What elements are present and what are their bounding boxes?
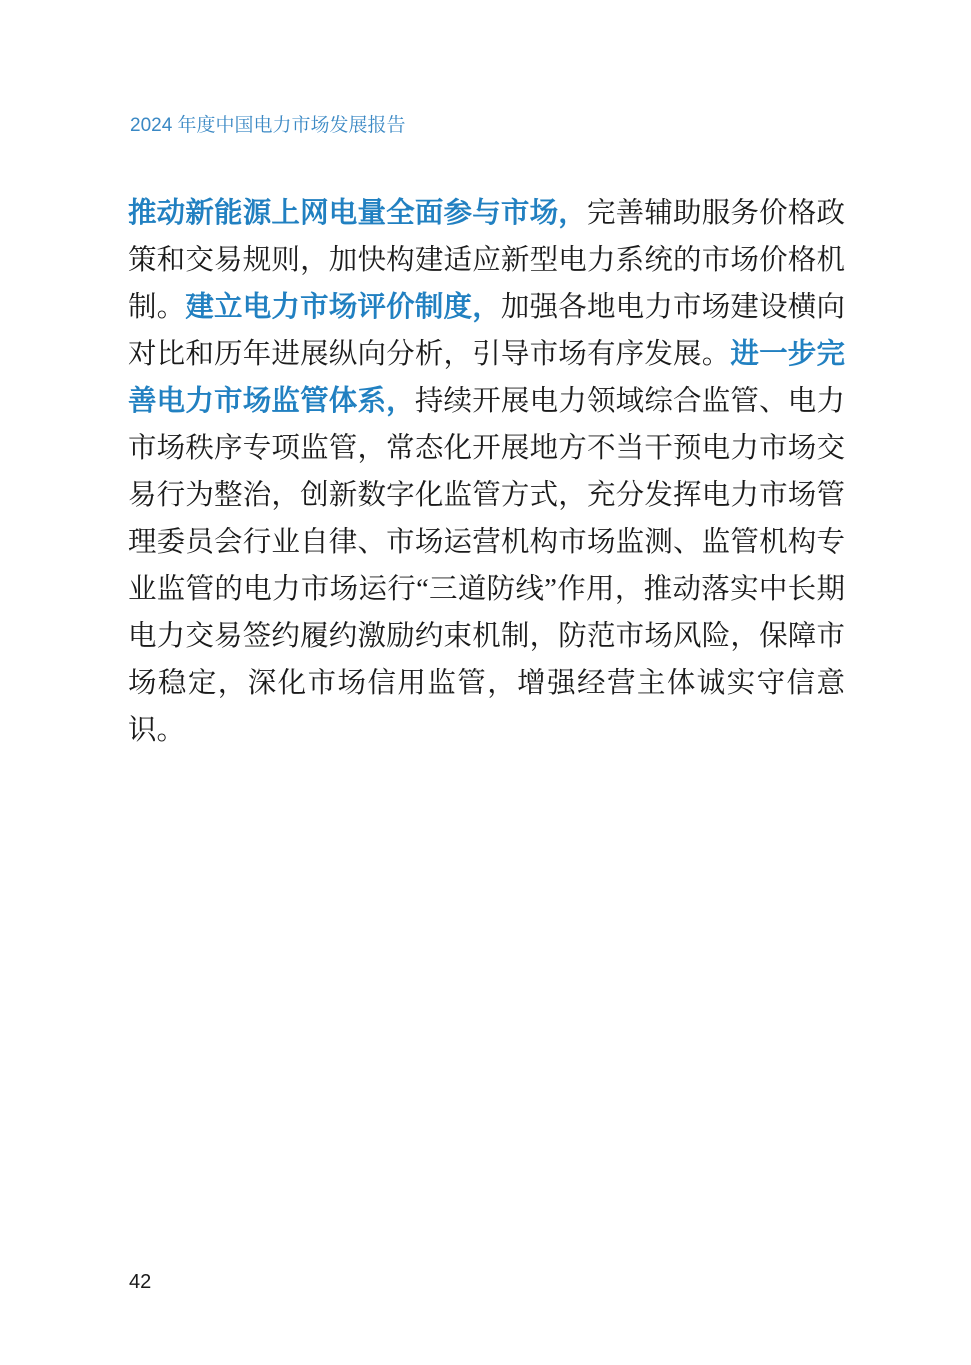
report-title-header: 2024 年度中国电力市场发展报告	[130, 115, 406, 136]
text-segment: 加强各地电力市场建设横向对比和历年进展纵向分析，引导市场有序发展。	[128, 292, 845, 370]
page-number: 42	[129, 1271, 152, 1293]
text-segment-emphasis: 建立电力市场评价制度，	[185, 291, 501, 323]
text-segment: 持续开展电力领域综合监管、电力市场秩序专项监管，常态化开展地方不当干预电力市场交易行为整治，创新数字化监管方式，充分发挥电力市场管理委员会行业自律、市场运营机构市场监测、监管机构专业监管的电力市场运行“三道防线”作用，推动落实中长期电力交易签约履约激励约束机制，防范市场风险，保障市场稳定，深化市场信用监管，增强经营主体诚实守信意识。	[128, 386, 845, 746]
body-paragraph	[128, 190, 845, 754]
text-segment: 完善辅助服务价格政策和交易规则，加快构建适应新型电力系统的市场价格机制。	[128, 198, 845, 323]
text-segment-emphasis: 进一步完善电力市场监管体系，	[128, 338, 845, 417]
text-segment-emphasis: 推动新能源上网电量全面参与市场，	[128, 197, 587, 229]
